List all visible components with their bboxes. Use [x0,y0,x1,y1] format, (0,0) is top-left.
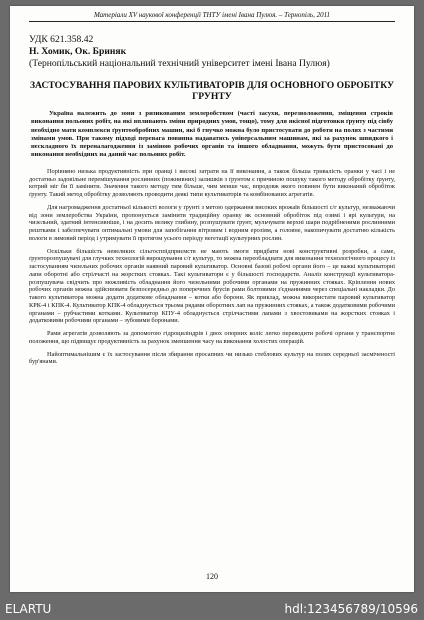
viewer-footer-bar [0,600,424,620]
body-paragraph-1: Порівняно низька продуктивність при оранці і високі затрати на її виконання, а також більша тривалість оранки у часі і не достатньо задовільне перемішування рослинних (пожнивних) залишків з ґрунтом є причиною пошуку такого методу обробітку ґрунту, котрий міг би її замінити. Значення такого методу тим більше, чим менше час, впродовж якого повинен бути виконаний обробіток ґрунту. Такий метод обробітку дозволяють проводити деякі типи культиваторів та комбінованих агрегатів. [29,167,395,199]
authors: Н. Хомик, Ок. Бриняк [29,46,127,57]
page-number: 120 [206,572,218,581]
abstract: Україна належить до зони з ризикованим землеробством (часті засухи, перезволоження, зміщення строків виконання польових робіт, на які впливають зміни природних умов, тощо), тому для якісної підготовки ґрунту під сівбу необхідно мати комплекси ґрунтообробних машин, які б гнучко можна було пристосувати до роботи на полях з частими змінами умов. При такому підході перевага повинна надаватись універсальним машинам, які за рахунок швидкого і нескладного їх переналагодження із заміною робочих органів та іншого обладнання, можуть бути пристосовані до виконання необхідних на даний час польових робіт. [31,110,393,159]
body-paragraph-3: Оскільки більшість невеликих сільгосппідприємств не мають змоги придбати нові конструктивні розробки, а саме, ґрунторозпушувачі для глучких технологій вирощування с/г культур, то можна переобладнати для виконання технологічного процесу із застосуванням чизельних робочих органів наявний паровий культиватор. Основні базові робочі органи його – це важкі культиваторні лапи оборотні або стрілчасті на жорстких стояках. Такі культиватори є у більшості господарств. Аналіз конструкції культиватора-розпушувача свідчить про можливість обладнання його чизельними робочими органами на пружинних стояках. Кріплення нових робочих органів можна здійснювати безпосередньо до поперечних брусів рами болтовими з'єднаннями через спеціальні накладки. До такого культиватора можна додати додаткове обладнання – котки або борони. Як приклад, можна використати паровий культиватор КРК-4 і КПК-4. Культиватор КПК-4 обладнується трьома рядами оборотних лап на пружинних стояках, а також додатковими робочими органами – рубчастими котками. Культиватор КПУ-4 обладнується стрілчастими лапами з хвостовиками на жорстких стояках і додатковими робочими органами – зубовими боронами. [29,247,395,325]
article-title: ЗАСТОСУВАННЯ ПАРОВИХ КУЛЬТИВАТОРІВ ДЛЯ ОСНОВНОГО ОБРОБІТКУ ГРУНТУ [29,80,395,102]
body-paragraph-2: Для нагромадження достатньої кількості вологи у ґрунті з метою одержання високих врожаїв більшості с/г культур, незважаючи від зони землеробства України, пропонується замінити традиційну оранку як основний обробіток під озимі і ярі культури, на чизельний, здатний інтенсивніше, і на досить велику глибину, розпушувати ґрунт, мульчувати верхні шари подрібненими рослинними рештками і забезпечувати оптимальні умови для запобігання вітровим і водним ерозіям, а головне, накопичувати достатню кількість вологи в зимовий період і утримувати її протягом усього періоду вегетації культурних рослин. [29,203,395,242]
handle-label: hdl:123456789/10596 [284,602,418,616]
running-head: Матеріали XV наукової конференції ТНТУ імені Івана Пулюя. – Тернопіль, 2011 [29,11,395,22]
body-paragraph-5: Найоптимальнішим є їх застосування після збирання просапних чи низько стеблових культур на полях середньої засміченості бур'янами. [29,350,395,366]
document-page [10,6,414,592]
repository-label: ELARTU [5,602,52,616]
udc-code: УДК 621.358.42 [29,34,94,45]
body-paragraph-4: Рами агрегатів дозволяють за допомогою гідроциліндрів і двох опорних коліс легко переводити робочі органи у транспортне положення, що підвищує продуктивність за рахунок зменшення часу на виконання холостих операцій. [29,330,395,345]
page-content [29,11,395,366]
affiliation: (Тернопільський національний технічний університет імені Івана Пулюя) [29,58,330,69]
